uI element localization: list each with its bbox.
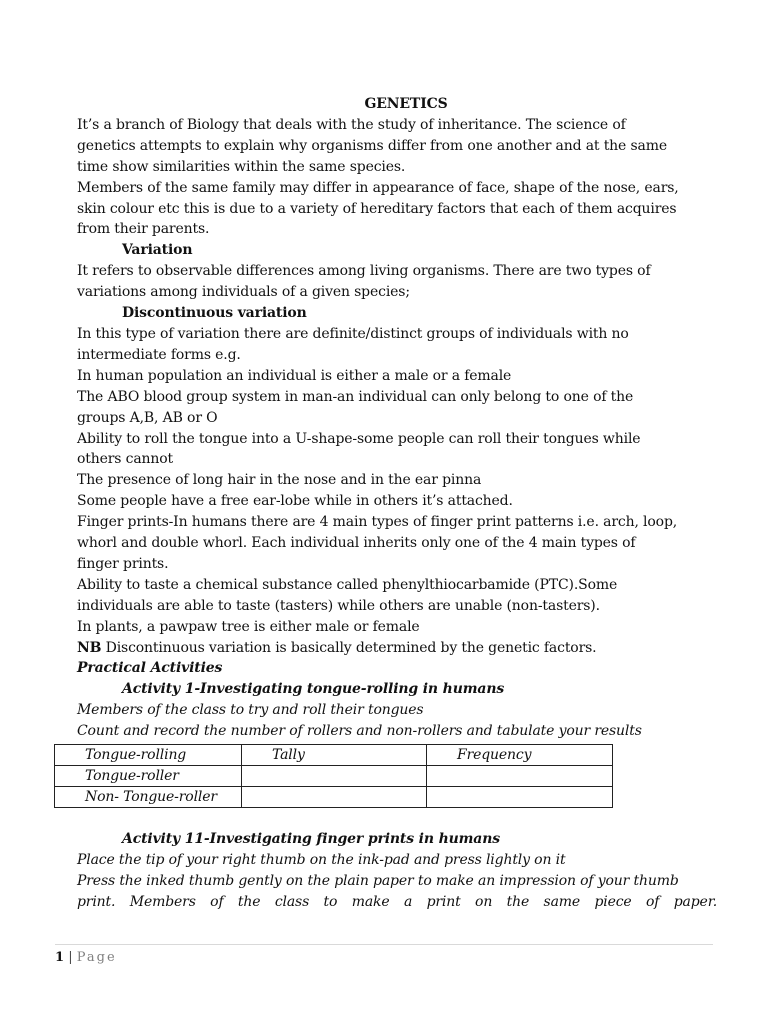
discontinuous-line: The presence of long hair in the nose and in the ear pinna: [77, 472, 482, 489]
table-cell: [427, 787, 613, 808]
tongue-rolling-table: [54, 744, 613, 808]
intro-line: Members of the same family may differ in appearance of face, shape of the nose, ears,: [77, 179, 679, 196]
page-title: GENETICS: [364, 96, 448, 112]
discontinuous-heading: Discontinuous variation: [122, 305, 307, 322]
activity1-line: Members of the class to try and roll their tongues: [77, 702, 424, 719]
activity2-line: Press the inked thumb gently on the plain paper to make an impression of your thumb: [77, 872, 679, 889]
table-cell: Tongue-roller: [55, 766, 242, 787]
intro-line: genetics attempts to explain why organisms differ from one another and at the same: [77, 137, 667, 154]
discontinuous-line: Ability to taste a chemical substance called phenylthiocarbamide (PTC).Some: [77, 576, 618, 593]
footer-divider: [55, 944, 713, 945]
document-body: [77, 94, 717, 913]
page-footer: [55, 950, 117, 965]
table-cell: [427, 766, 613, 787]
discontinuous-line: Ability to roll the tongue into a U-shape-some people can roll their tongues while: [77, 430, 641, 447]
discontinuous-line: whorl and double whorl. Each individual inherits only one of the 4 main types of: [77, 535, 636, 552]
intro-line: skin colour etc this is due to a variety of hereditary factors that each of them acquires: [77, 200, 677, 217]
table-row: [55, 766, 613, 787]
discontinuous-line: Some people have a free ear-lobe while in others it’s attached.: [77, 493, 513, 510]
activity2-line: print. Members of the class to make a print on the same piece of paper.: [77, 893, 717, 910]
discontinuous-line: finger prints.: [77, 555, 169, 572]
table-row: [55, 787, 613, 808]
discontinuous-line: In plants, a pawpaw tree is either male or female: [77, 618, 420, 635]
table-header-cell: Tally: [242, 745, 427, 766]
activity2-heading: Activity 11-Investigating finger prints in humans: [122, 831, 500, 848]
intro-line: It’s a branch of Biology that deals with the study of inheritance. The science of: [77, 116, 626, 133]
discontinuous-line: The ABO blood group system in man-an individual can only belong to one of the: [77, 388, 634, 405]
variation-line: It refers to observable differences among living organisms. There are two types of: [77, 263, 651, 280]
intro-line: time show similarities within the same species.: [77, 158, 406, 175]
nb-label: NB: [77, 639, 102, 656]
discontinuous-line: others cannot: [77, 451, 174, 468]
discontinuous-line: intermediate forms e.g.: [77, 346, 241, 363]
table-header-cell: Tongue-rolling: [55, 745, 242, 766]
table-header-cell: Frequency: [427, 745, 613, 766]
table-cell: [242, 787, 427, 808]
practical-heading: Practical Activities: [77, 660, 223, 677]
page-label: Page: [76, 950, 117, 965]
nb-note: [77, 638, 717, 659]
discontinuous-line: Finger prints-In humans there are 4 main types of finger print patterns i.e. arch, loop,: [77, 514, 678, 531]
discontinuous-line: individuals are able to taste (tasters) while others are unable (non-tasters).: [77, 597, 600, 614]
activity1-heading: Activity 1-Investigating tongue-rolling in humans: [122, 681, 505, 698]
discontinuous-line: In human population an individual is either a male or a female: [77, 367, 512, 384]
discontinuous-line: In this type of variation there are definite/distinct groups of individuals with no: [77, 325, 629, 342]
discontinuous-line: groups A,B, AB or O: [77, 409, 218, 426]
intro-section: [77, 115, 717, 240]
intro-line: from their parents.: [77, 221, 210, 238]
variation-line: variations among individuals of a given species;: [77, 284, 410, 301]
table-header-row: [55, 745, 613, 766]
activity1-line: Count and record the number of rollers and non-rollers and tabulate your results: [77, 723, 642, 740]
variation-heading: Variation: [122, 242, 193, 259]
page-number: 1: [55, 950, 65, 965]
footer-separator: |: [68, 950, 73, 965]
activity2-line: Place the tip of your right thumb on the ink-pad and press lightly on it: [77, 852, 566, 868]
nb-text: Discontinuous variation is basically determined by the genetic factors.: [101, 639, 597, 656]
table-cell: [242, 766, 427, 787]
table-cell: Non- Tongue-roller: [55, 787, 242, 808]
